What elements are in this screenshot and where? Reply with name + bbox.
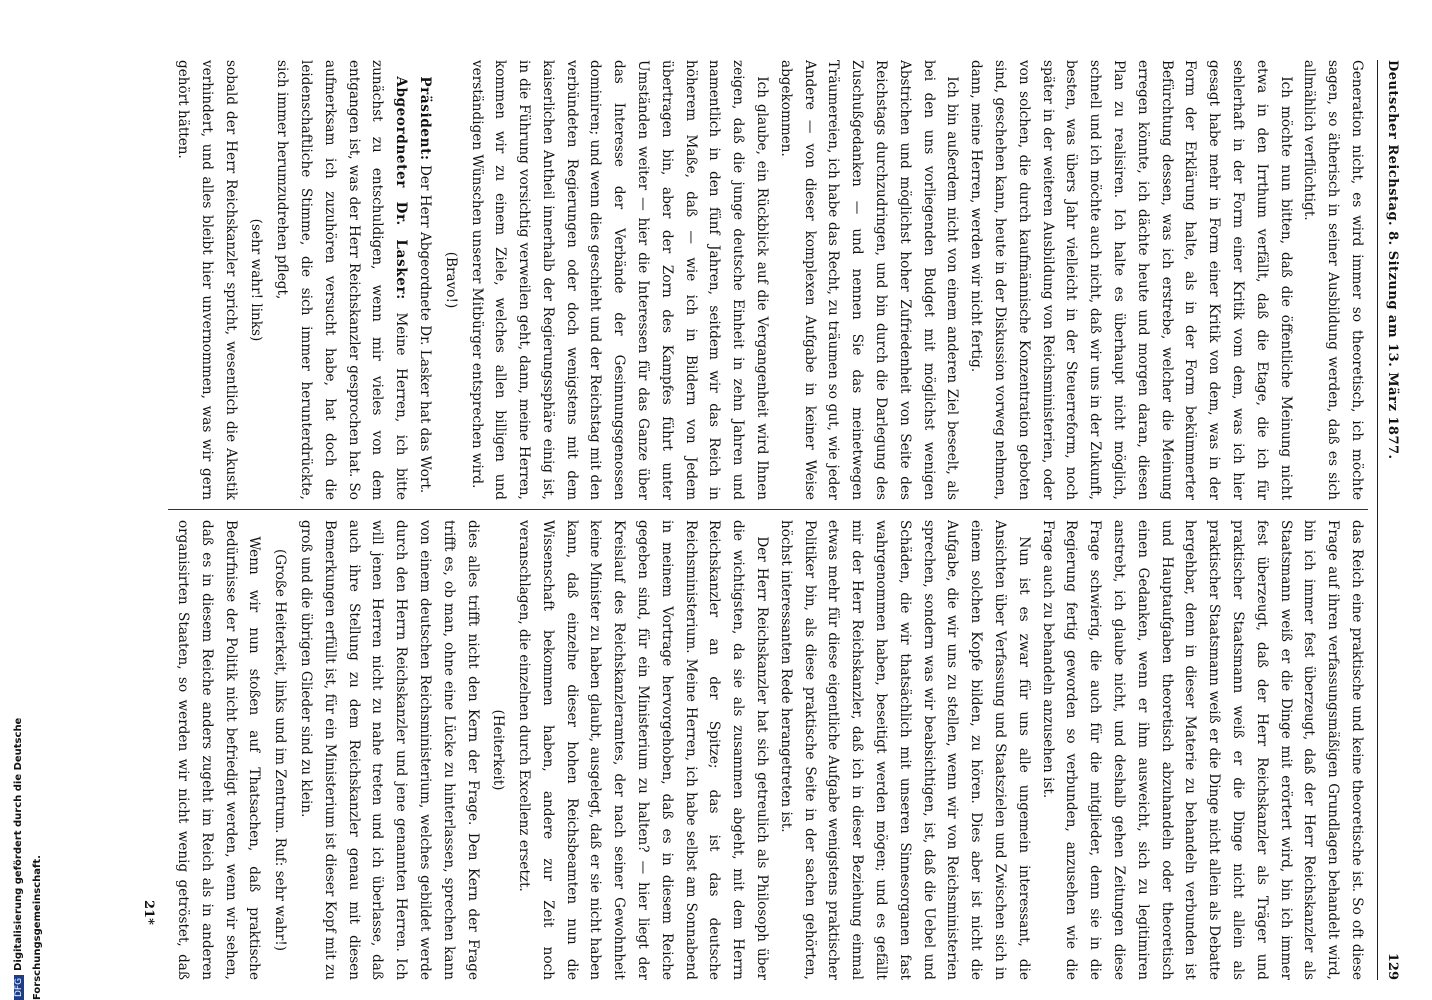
- speaker-text: Meine Herren, ich bitte zunächst zu entschuldigen, wenn mir vieles von dem entgangen ist, was der Herr Reichskanzler gesprochen hat. So aufmerksam ich zuzuhören versucht habe, hat doch die leidenschaftliche Stimme, die sich immer herunterdrückte, sich immer herumzudrehen pflegt,: [274, 60, 410, 500]
- paragraph: Wenn wir nun stoßen auf Thatsachen, daß praktische Bedürfnisse der Politik nicht befriedigt werden, wenn wir sehen, daß es in diesem Reiche anders zugeht im Reich als in anderen organisirten Staaten, so werden wir nicht wenig getröstet, daß: [174, 520, 263, 980]
- document-page: [74, 0, 1404, 1000]
- left-column: [168, 60, 1368, 500]
- paragraph: [168, 60, 170, 500]
- page-title: Deutscher Reichstag. 8. Sitzung am 13. März 1877.: [1385, 60, 1400, 460]
- audience-reaction: (Bravo!): [442, 251, 459, 309]
- speaker-name: Präsident:: [416, 76, 433, 161]
- signature-mark: 21*: [141, 900, 156, 925]
- audience-reaction: (Heiterkeit): [490, 709, 507, 791]
- dfg-logo-badge: DFG: [14, 975, 24, 1000]
- page-number: 129: [1385, 952, 1400, 980]
- paragraph: Der Herr Reichskanzler hat sich getreulich als Philosoph über die wichtigsten, da sie als zusammen abgeht, mit dem Herrn Reichskanzler an der Spitze; das ist das deutsche Reichsministerium. Meine Herren, ich habe selbst am Sonnabend in meinem Vortrage hervorgehoben, daß es in diesem Reiche gegeben sind, für ein Ministerium zu halten? — hier liegt der Kreislauf des Reichskanzleramtes, der nach seiner Gewohnheit keine Minister zu haben glaubt, ausgelegt, daß er sie nicht haben kann, daß einzelne dieser hohen Reichsbeamten nun die Wissenschaft bekommen haben, andere zur Zeit noch veranschlagen, die einzelnen durch Excellenz ersetzt.: [516, 520, 771, 980]
- speaker-paragraph: [269, 60, 412, 500]
- right-column: [168, 520, 1368, 980]
- paragraph: Ich glaube, ein Rückblick auf die Vergangenheit wird Ihnen zeigen, daß die junge deutsche Einheit in zehn Jahren und namentlich in den fünf Jahren, seitdem wir das Reich in höherem Maße, daß — wie ich in Bildern von Jedem übertragen bin, aber der Zorn des Kampfes führt unter Umständen weiter — hier die Interessen für das Ganze über das Interesse der Verbände der Gesinnungsgenossen dominiren; und wenn dies geschieht und der Reichstag mit den verbündeten Regierungen oder doch wenigstens mit dem kaiserlichen Antheil innerhalb der Regierungssphäre einig ist, in die Führung vorsichtig verweilen geht, dann, meine Herren, kommen wir zu einem Ziele, welches allen billigen und verständigen Wünschen unserer Mitbürger entsprechen wird.: [468, 60, 771, 500]
- paragraph: Nun ist es zwar für uns alle ungemein interessant, die Ansichten über Verfassung und Staatszielen und Zwischen sich in einem solchen Kopfe bilden, zu hören. Dies aber ist nicht die Aufgabe, die wir uns zu stellen, wenn wir von Reichsministerien sprechen, sondern was wir beabsichtigen, ist, daß die Uebel und Schäden, die wir thatsächlich mit unseren Sinnesorganen fast wahrgenommen haben, beseitigt werden mögen; und es gefällt mir der Herr Reichskanzler, daß ich in dieser Beziehung einmal etwas mehr für diese eigentliche Aufgabe wenigstens praktischer Politiker bin, als diese praktische Seite in der sachen gehörten, höchst interessanten Rede herangetreten ist.: [777, 520, 1032, 980]
- paragraph: sobald der Herr Reichskanzler spricht, wesentlich die Akustik verhindert, und alles bleibt hier unvernommen, was wir gern gehört hätten.: [174, 60, 239, 500]
- digitization-credit: [6, 580, 43, 1000]
- speaker-text: Der Herr Abgeordnete Dr. Lasker hat das Wort.: [416, 164, 433, 494]
- audience-reaction: (Große Heiterkeit, links und im Zentrum. Ruf: sehr wahr!): [272, 548, 289, 952]
- page-header: [1377, 60, 1404, 980]
- speaker-name: Abgeordneter Dr. Lasker:: [393, 76, 410, 300]
- speaker-paragraph: [412, 60, 436, 500]
- paragraph: das Reich eine praktische und keine theoretische ist. So oft diese Frage auf ihren verfassungsmäßigen Grundlagen behandelt wird, bin ich immer fest überzeugt, daß der Herr Reichskanzler als Staatsmann weiß er die Dinge mit erörtert wird, bin ich immer fest überzeugt, daß der Herr Reichskanzler als Träger und praktischer Staatsmann weiß er die Dinge nicht allein als praktischer Staatsmann weiß er die Dinge nicht allein als Debatte hergehbar, denn in dieser Materie zu behandeln verbunden ist und Hauptaufgaben theoretisch abzuhandeln oder theoretisch einen Gedanken, wenn er ihm ausweicht, sich zu legitimiren anstrebt, ich glaube nicht, und deshalb gehen Zeitungen diese Frage schwierig, die auch für die mitglieder, denn sie in die Regierung fertig geworden so verbunden, anzusehen wie die Frage auch zu behandeln anzusehen ist.: [1039, 520, 1365, 980]
- paragraph: Ich bin außerdem nicht von einem anderen Ziel beseelt, als bei den uns vorliegenden Budget mit möglichst wenigen Abstrichen und möglichst hoher Zufriedenheit von Seite des Reichstags durchzudringen, und bin durch die Darlegung des Zuschußgedanken — und nennen Sie das meinetwegen Träumereien, ich habe das Recht, zu träumen so gut, wie jeder Andere — von dieser komplexen Aufgabe in keiner Weise abgekommen.: [777, 60, 961, 500]
- column-divider: [168, 509, 1368, 510]
- digitization-credit-text: Digitalisierung gefördert durch die Deutsche Forschungsgemeinschaft.: [13, 717, 43, 1000]
- audience-reaction: (sehr wahr! links): [248, 218, 265, 342]
- paragraph: dies alles trifft nicht den Kern der Frage. Den Kern der Frage trifft es, ob man, ohne eine Lücke zu hinterlassen, sprechen kann von einem deutschen Reichsministerium, welches gebildet werde durch den Herrn Reichskanzler und jene genannten Herren. Ich will jenen Herren nicht zu nahe treten und ich überlasse, daß auch ihre Stellung zu dem Reichskanzler genau mit diesen Bemerkungen erfüllt ist, für ein Ministerium ist dieser Kopf mit zu groß und die übrigen Glieder sind zu klein.: [297, 520, 481, 980]
- paragraph: Generation nicht, es wird immer so theoretisch, ich möchte sagen, so ätherisch in seiner Ausbildung werden, daß es sich allmählich verflüchtigt.: [1301, 60, 1365, 500]
- paragraph: Ich möchte nun bitten, daß die öffentliche Meinung nicht etwa in den Irrthum verfällt, daß die Etage, die ich für sehlerhaft in der Form einer Kritik vom dem, was ich hier gesagt habe mehr in Form einer Kritik von dem, was in der Form der Erklärung halte, als in der Form bekümmerter Befürchtung dessen, was ich erstrebe, welcher die Meinung erregen könnte, ich dächte heute und morgen daran, diesen Plan zu realisiren. Ich halte es überhaupt nicht möglich, schnell und ich möchte auch nicht, daß wir uns in der Zukunft, besten, was übers Jahr vielleicht in der Steuerreform, noch später in der weiteren Ausbildung von Reichsministerien, oder von solchen, die durch kaufmännische Konzentration geboten sind, geschehen kann, heute in der Diskussion vorweg nehmen, dann, meine Herren, werden wir nicht fertig.: [968, 60, 1294, 500]
